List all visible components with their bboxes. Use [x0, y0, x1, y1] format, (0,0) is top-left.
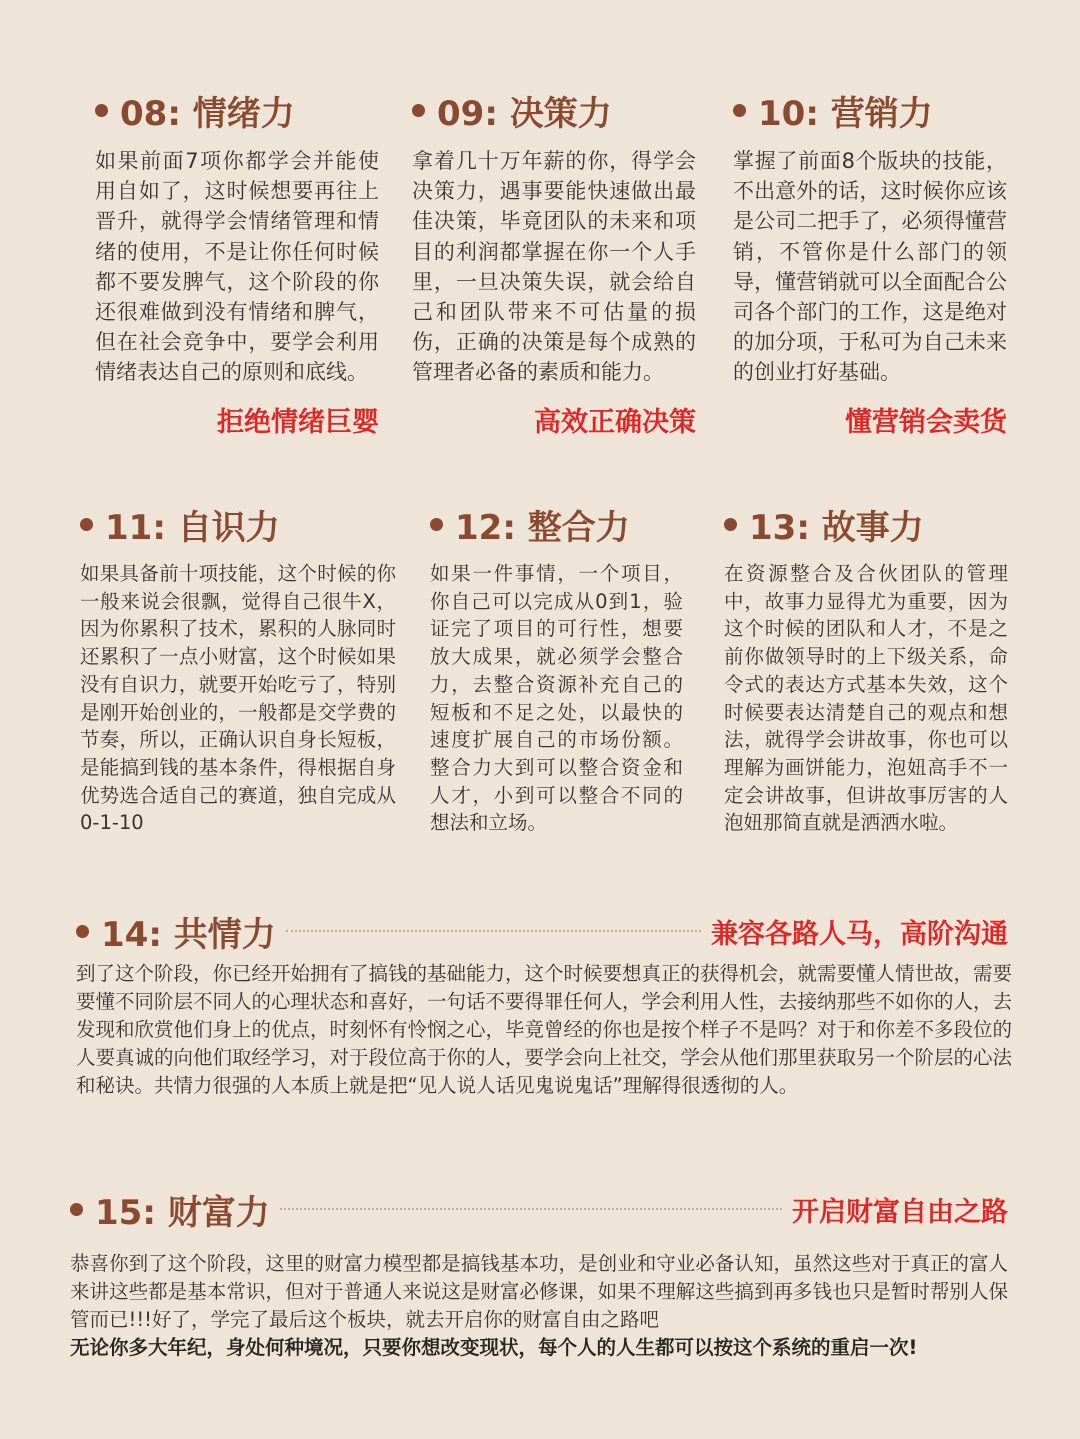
section-08 [95, 86, 379, 439]
section-12-title: 12: 整合力 [455, 507, 630, 548]
section-09-title: 09: 决策力 [437, 93, 612, 134]
section-08-body: 如果前面7项你都学会并能使用自如了，这时候想要再往上晋升，就得学会情绪管理和情绪的使用，不是让你任何时候都不要发脾气，这个阶段的你还很难做到没有情绪和脾气，但在社会竞争中，要学会利用情绪表达自己的原则和底线。 [95, 149, 379, 385]
section-11-title: 11: 自识力 [105, 507, 280, 548]
section-08-heading [95, 86, 379, 134]
section-13 [724, 500, 1008, 837]
bullet-dot-icon [430, 518, 443, 531]
section-12-body: 如果一件事情，一个项目，你自己可以完成从0到1，验证完了项目的可行性，想要放大成果，就必须学会整合力，去整合资源补充自己的短板和不足之处，以最快的速度扩展自己的市场份额。整合力大到可以整合资金和人才，小到可以整合不同的想法和立场。 [430, 562, 683, 835]
section-10-heading [733, 86, 1007, 134]
dotted-divider [280, 1208, 782, 1210]
section-08-tag: 拒绝情绪巨婴 [217, 406, 379, 438]
section-09-body: 拿着几十万年薪的你，得学会决策力，遇事要能快速做出最佳决策，毕竟团队的未来和项目的利润都掌握在你一个人手里，一旦决策失误，就会给自己和团队带来不可估量的损伤，正确的决策是每个成熟的管理者必备的素质和能力。 [412, 149, 696, 385]
bullet-dot-icon [80, 518, 93, 531]
section-13-title: 13: 故事力 [749, 507, 924, 548]
section-15-text [70, 1250, 1008, 1362]
section-08-title: 08: 情绪力 [120, 93, 295, 134]
bullet-dot-icon [76, 925, 89, 938]
section-13-heading [724, 500, 1008, 548]
section-15-heading [70, 1184, 1008, 1234]
section-10-body: 掌握了前面8个版块的技能，不出意外的话，这时候你应该是公司二把手了，必须得懂营销，不管你是什么部门的领导，懂营销就可以全面配合公司各个部门的工作，这是绝对的加分项，于私可为自己未来的创业打好基础。 [733, 149, 1007, 385]
section-12-heading [430, 500, 683, 548]
section-10-tag: 懂营销会卖货 [845, 406, 1007, 438]
section-14-heading [76, 906, 1008, 956]
section-14-title-wrap [76, 907, 276, 955]
bullet-dot-icon [412, 104, 425, 117]
section-14-tag: 兼容各路人马，高阶沟通 [711, 918, 1008, 950]
section-15-title: 15: 财富力 [95, 1192, 270, 1233]
section-10-title: 10: 营销力 [758, 93, 933, 134]
section-15-body: 恭喜你到了这个阶段，这里的财富力模型都是搞钱基本功，是创业和守业必备认知，虽然这些对于真正的富人来讲这些都是基本常识，但对于普通人来说这是财富必修课，如果不理解这些搞到再多钱也只是暂时帮别人保管而已!!!好了，学完了最后这个板块，就去开启你的财富自由之路吧 [70, 1252, 1008, 1331]
bullet-dot-icon [70, 1203, 83, 1216]
section-13-body: 在资源整合及合伙团队的管理中，故事力显得尤为重要，因为这个时候的团队和人才，不是之前你做领导时的上下级关系，命令式的表达方式基本失效，这个时候要表达清楚自己的观点和想法，就得学会讲故事，你也可以理解为画饼能力，泡妞高手不一定会讲故事，但讲故事厉害的人泡妞那简直就是洒洒水啦。 [724, 562, 1008, 835]
bullet-dot-icon [724, 518, 737, 531]
section-11-heading [80, 500, 396, 548]
bullet-dot-icon [95, 104, 108, 117]
section-09 [412, 86, 696, 439]
section-15-bold-line: 无论你多大年纪，身处何种境况，只要你想改变现状，每个人的人生都可以按这个系统的重启一次! [70, 1336, 918, 1359]
section-14-title: 14: 共情力 [101, 914, 276, 955]
bullet-dot-icon [733, 104, 746, 117]
section-15-title-wrap [70, 1185, 270, 1233]
section-11-body: 如果具备前十项技能，这个时候的你一般来说会很飘，觉得自己很牛X，因为你累积了技术，累积的人脉同时还累积了一点小财富，这个时候如果没有自识力，就要开始吃亏了，特别是刚开始创业的，一般都是交学费的节奏，所以，正确认识自身长短板，是能搞到钱的基本条件，得根据自身优势选合适自己的赛道，独自完成从0-1-10 [80, 562, 396, 835]
section-14-body: 到了这个阶段，你已经开始拥有了搞钱的基础能力，这个时候要想真正的获得机会，就需要懂人情世故，需要要懂不同阶层不同人的心理状态和喜好，一句话不要得罪任何人，学会利用人性，去接纳那些不如你的人，去发现和欣赏他们身上的优点，时刻怀有怜悯之心，毕竟曾经的你也是按个样子不是吗？对于和你差不多段位的人要真诚的向他们取经学习，对于段位高于你的人，要学会向上社交，学会从他们那里获取另一个阶层的心法和秘诀。共情力很强的人本质上就是把“见人说人话见鬼说鬼话”理解得很透彻的人。 [76, 962, 1013, 1097]
section-11 [80, 500, 396, 837]
section-09-tag: 高效正确决策 [534, 406, 696, 438]
section-09-heading [412, 86, 696, 134]
section-15-tag: 开启财富自由之路 [792, 1196, 1008, 1228]
dotted-divider [286, 930, 701, 932]
section-10 [733, 86, 1007, 439]
section-12 [430, 500, 683, 837]
